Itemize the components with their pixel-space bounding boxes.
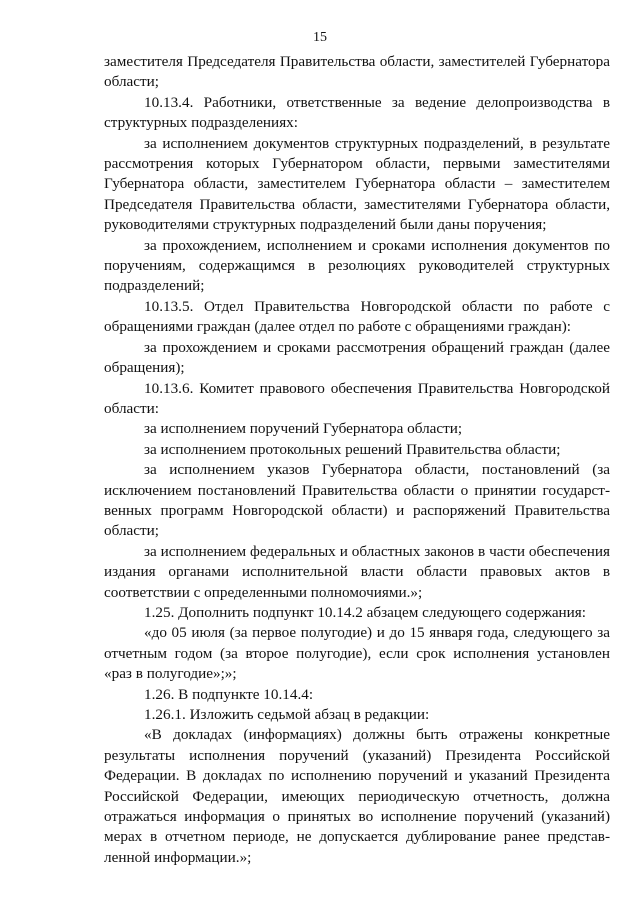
paragraph: «В докладах (информациях) должны быть отражены конкретные результаты исполнения поручений (указаний) Президента Российской Федерации. В докладах по исполнению поручений и указаний Президента Российской Федерации, имеющих периодическую отчетность, должна отражаться информация о принятых во исполнение поручений (указаний) мерах в отчетном периоде, не допускается дублирование ранее представ-ленной информации.»; xyxy=(104,726,610,866)
paragraph: за исполнением указов Губернатора области, постановлений (за исключением постановлений Правительства области о принятии государст-венных программ Новгородской области) и распоряжений Правительства области; xyxy=(104,461,610,540)
paragraph: 1.26.1. Изложить седьмой абзац в редакции: xyxy=(144,706,430,723)
paragraph: заместителя Председателя Правительства области, заместителей Губернатора области; xyxy=(104,53,610,91)
paragraph: за прохождением, исполнением и сроками исполнения документов по поручениям, содержащимся в резолюциях руководителей структурных подразделений; xyxy=(104,236,610,295)
paragraph: «до 05 июля (за первое полугодие) и до 15 января года, следующего за отчетным годом (за второе полугодие), если срок исполнения установлен «раз в полугодие»;»; xyxy=(104,624,610,683)
paragraph: за исполнением протокольных решений Правительства области; xyxy=(144,440,561,458)
paragraph: за исполнением документов структурных подразделений, в результате рассмотрения которых Губернатором области, первыми заместителями Губернатора области, заместителем Губернатора области – заместителем Председателя Правительства области, заместителями Губернатора области, руководителями структурных подразделений были даны поручения; xyxy=(104,134,610,234)
paragraph: 10.13.5. Отдел Правительства Новгородской области по работе с обращениями граждан (далее отдел по работе с обращениями граждан): xyxy=(104,297,610,336)
paragraph: 10.13.6. Комитет правового обеспечения Правительства Новгородской области: xyxy=(104,379,610,417)
paragraph: за прохождением и сроками рассмотрения обращений граждан (далее обращения); xyxy=(104,338,610,377)
page-number: 15 xyxy=(313,30,327,45)
paragraph: за исполнением федеральных и областных законов в части обеспечения издания органами исполнительной власти области правовых актов в соответствии с определенными полномочиями.»; xyxy=(104,542,610,601)
document-body xyxy=(104,52,610,868)
paragraph: за исполнением поручений Губернатора области; xyxy=(144,420,463,438)
paragraph: 1.25. Дополнить подпункт 10.14.2 абзацем следующего содержания: xyxy=(144,603,587,621)
paragraph: 1.26. В подпункте 10.14.4: xyxy=(144,685,314,703)
paragraph: 10.13.4. Работники, ответственные за ведение делопроизводства в структурных подразделениях: xyxy=(104,93,610,132)
